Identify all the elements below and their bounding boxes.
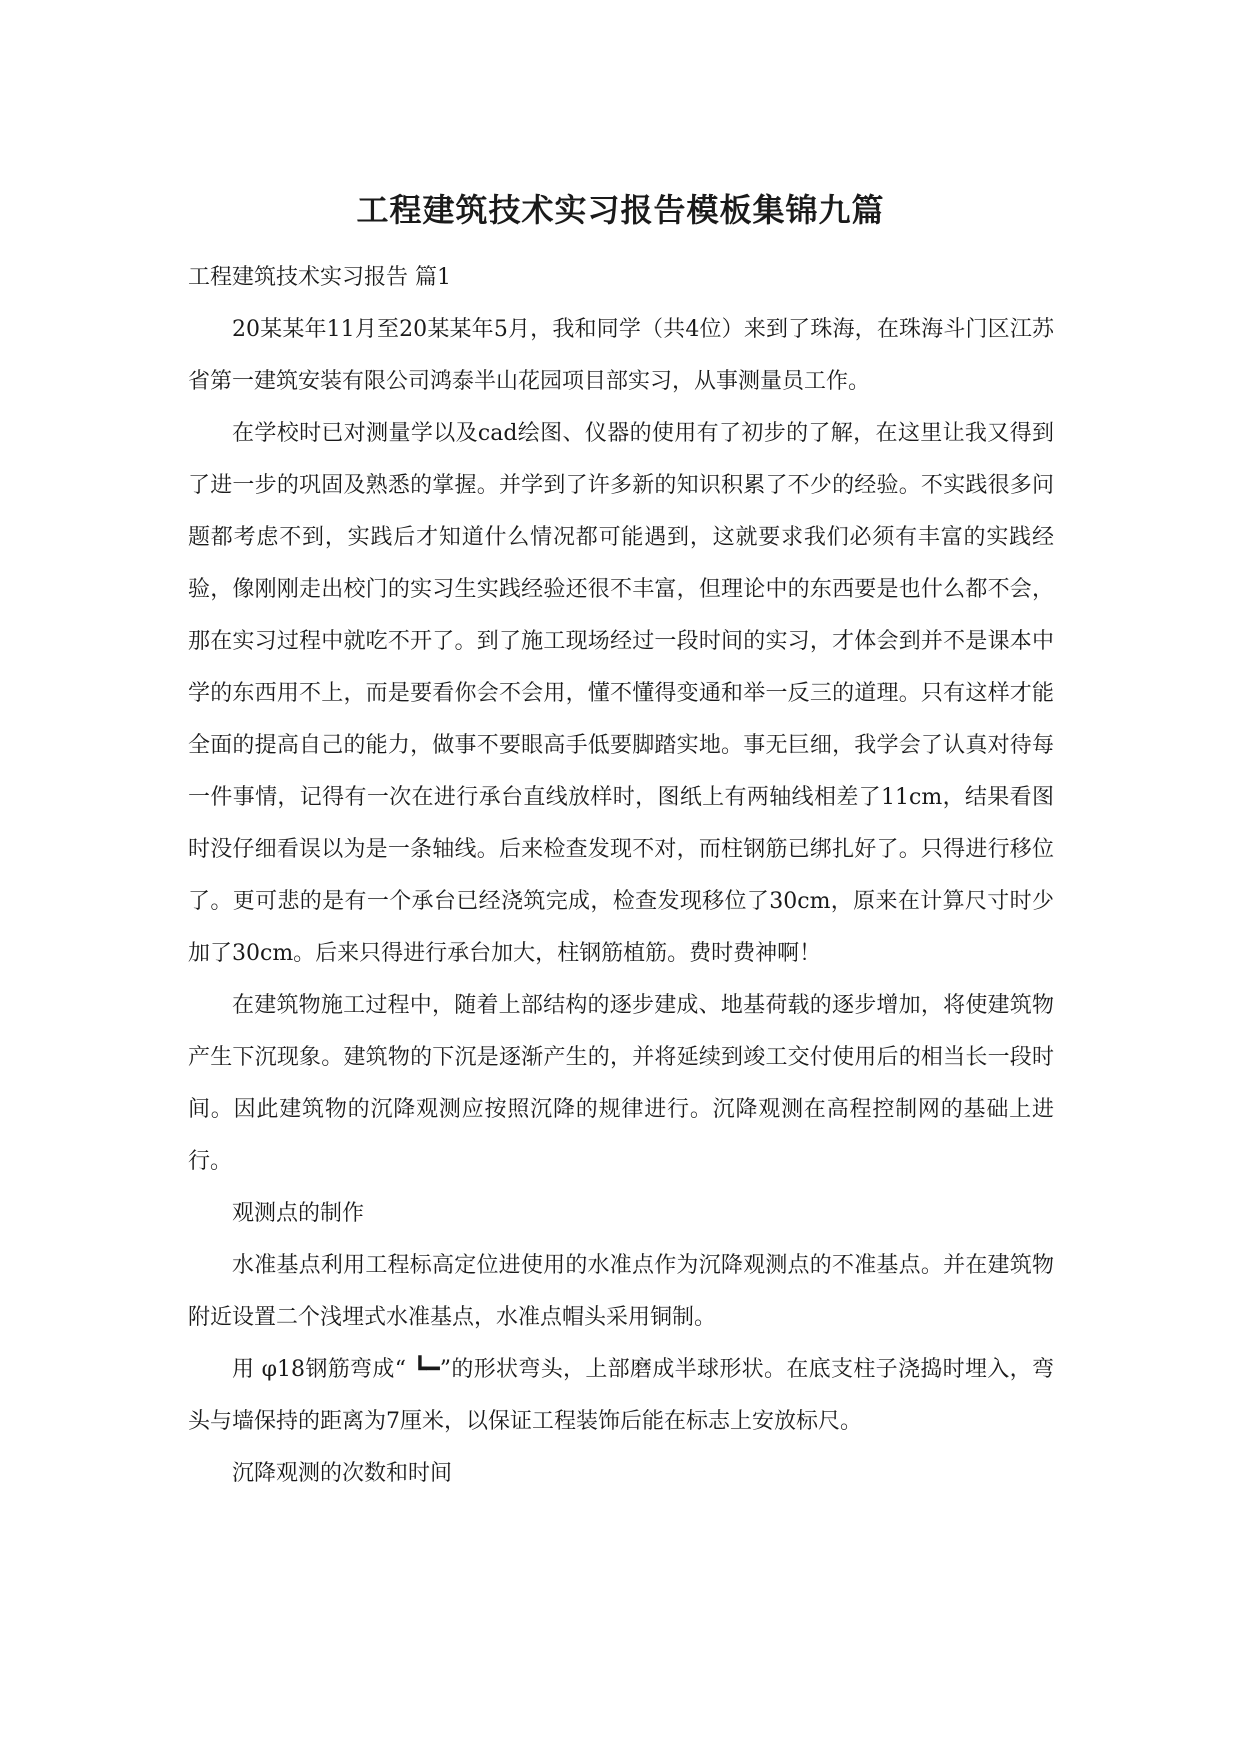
paragraph-internship-intro: 20某某年11月至20某某年5月，我和同学（共4位）来到了珠海，在珠海斗门区江苏省第一建筑安装有限公司鸿泰半山花园项目部实习，从事测量员工作。	[188, 317, 1054, 394]
section-heading: 工程建筑技术实习报告 篇1	[188, 265, 451, 290]
paragraph-rebar-marker: 用 φ18钢筋弯成“ ┗━”的形状弯头，上部磨成半球形状。在底支柱子浇捣时埋入，弯头与墙保持的距离为7厘米，以保证工程装饰后能在标志上安放标尺。	[188, 1357, 1054, 1434]
document-title: 工程建筑技术实习报告模板集锦九篇	[356, 191, 885, 229]
subheading-observation-point: 观测点的制作	[232, 1201, 365, 1226]
subheading-observation-frequency: 沉降观测的次数和时间	[232, 1461, 453, 1486]
document-body	[188, 252, 1054, 1500]
paragraph-settlement: 在建筑物施工过程中，随着上部结构的逐步建成、地基荷载的逐步增加，将使建筑物产生下沉现象。建筑物的下沉是逐渐产生的，并将延续到竣工交付使用后的相当长一段时间。因此建筑物的沉降观测应按照沉降的规律进行。沉降观测在高程控制网的基础上进行。	[188, 993, 1054, 1174]
paragraph-experience: 在学校时已对测量学以及cad绘图、仪器的使用有了初步的了解，在这里让我又得到了进一步的巩固及熟悉的掌握。并学到了许多新的知识积累了不少的经验。不实践很多问题都考虑不到，实践后才知道什么情况都可能遇到，这就要求我们必须有丰富的实践经验，像刚刚走出校门的实习生实践经验还很不丰富，但理论中的东西要是也什么都不会，那在实习过程中就吃不开了。到了施工现场经过一段时间的实习，才体会到并不是课本中学的东西用不上，而是要看你会不会用，懂不懂得变通和举一反三的道理。只有这样才能全面的提高自己的能力，做事不要眼高手低要脚踏实地。事无巨细，我学会了认真对待每一件事情，记得有一次在进行承台直线放样时，图纸上有两轴线相差了11cm，结果看图时没仔细看误以为是一条轴线。后来检查发现不对，而柱钢筋已绑扎好了。只得进行移位了。更可悲的是有一个承台已经浇筑完成，检查发现移位了30cm，原来在计算尺寸时少加了30cm。后来只得进行承台加大，柱钢筋植筋。费时费神啊！	[188, 421, 1054, 966]
paragraph-benchmark: 水准基点利用工程标高定位进使用的水准点作为沉降观测点的不准基点。并在建筑物附近设置二个浅埋式水准基点，水准点帽头采用铜制。	[188, 1253, 1054, 1330]
